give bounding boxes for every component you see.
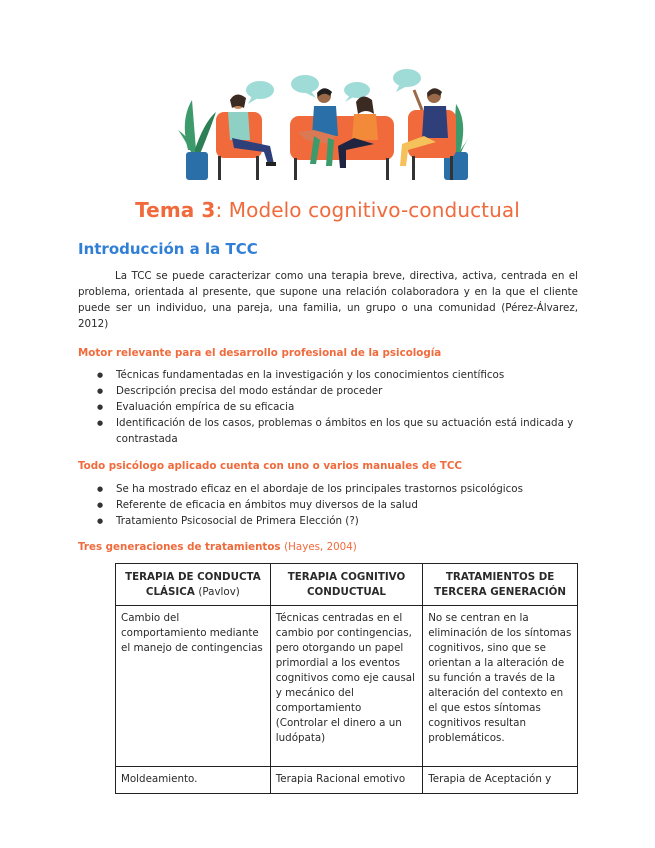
list-item: ● Se ha mostrado eficaz en el abordaje de los principales trastornos psicológicos: [78, 481, 578, 497]
manuales-list: [78, 481, 578, 529]
header-extra: (Pavlov): [198, 586, 240, 598]
page-title: [0, 198, 655, 222]
cell-note: (Controlar el dinero a un ludópata): [275, 717, 402, 744]
header-main: TERAPIA COGNITIVO CONDUCTUAL: [287, 571, 406, 598]
manuales-heading: Todo psicólogo aplicado cuenta con uno o varios manuales de TCC: [78, 460, 462, 472]
table-header-cell: [270, 564, 422, 606]
speech-bubble-icon: [246, 81, 274, 99]
table-cell: Terapia Racional emotivo: [270, 767, 422, 794]
table-cell: Terapia de Aceptación y: [423, 767, 578, 794]
speech-bubble-icon: [344, 82, 370, 98]
intro-heading: Introducción a la TCC: [78, 240, 258, 258]
table-cell: [423, 606, 578, 767]
generaciones-heading-text: Tres generaciones de tratamientos: [78, 541, 281, 553]
generations-table: [115, 563, 578, 794]
generaciones-heading: [78, 541, 357, 553]
cell-text: Técnicas centradas en el cambio por contingencias, pero otorgando un papel primordial a los eventos cognitivos como eje causal y mecánico del comportamiento: [275, 612, 415, 714]
table-row: [116, 606, 578, 767]
list-item: ● Descripción precisa del modo estándar de proceder: [78, 383, 578, 399]
table-cell: [116, 606, 271, 767]
list-item: ● Técnicas fundamentadas en la investigación y los conocimientos científicos: [78, 367, 578, 383]
title-prefix: Tema 3: [135, 198, 216, 222]
list-item: ● Referente de eficacia en ámbitos muy diversos de la salud: [78, 497, 578, 513]
cell-text: Cambio del comportamiento mediante el manejo de contingencias: [121, 612, 263, 654]
generaciones-citation: (Hayes, 2004): [284, 541, 357, 553]
cell-text: No se centran en la eliminación de los síntomas cognitivos, sino que se orientan a la alteración de su función a través de la alteración del contexto en el que estos síntomas cognitivos resultan problemáticos.: [428, 612, 572, 744]
motor-list: [78, 367, 578, 447]
motor-heading: Motor relevante para el desarrollo profesional de la psicología: [78, 347, 442, 359]
list-item: ● Tratamiento Psicosocial de Primera Elección (?): [78, 513, 578, 529]
list-item: ● Identificación de los casos, problemas o ámbitos en los que su actuación está indicada y contrastada: [78, 415, 578, 447]
plant-left-icon: [178, 100, 216, 180]
therapy-group-illustration: [178, 60, 478, 182]
table-header-cell: [116, 564, 271, 606]
speech-bubble-icon: [393, 69, 421, 87]
title-rest: : Modelo cognitivo-conductual: [215, 198, 520, 222]
intro-paragraph: La TCC se puede caracterizar como una terapia breve, directiva, activa, centrada en el problema, orientada al presente, que supone una relación colaboradora y en la que el cliente puede ser un individuo, una pareja, una familia, un grupo o una comunidad (Pérez-Álvarez, 2012): [78, 270, 578, 330]
table-row: [116, 767, 578, 794]
header-main: TERAPIA DE CONDUCTA CLÁSICA: [125, 571, 261, 598]
table-header-row: [116, 564, 578, 606]
speech-bubble-icon: [291, 75, 319, 93]
header-main: TRATAMIENTOS DE TERCERA GENERACIÓN: [434, 571, 567, 598]
list-item: ● Evaluación empírica de su eficacia: [78, 399, 578, 415]
table-header-cell: [423, 564, 578, 606]
table-cell: Moldeamiento.: [116, 767, 271, 794]
table-cell: [270, 606, 422, 767]
